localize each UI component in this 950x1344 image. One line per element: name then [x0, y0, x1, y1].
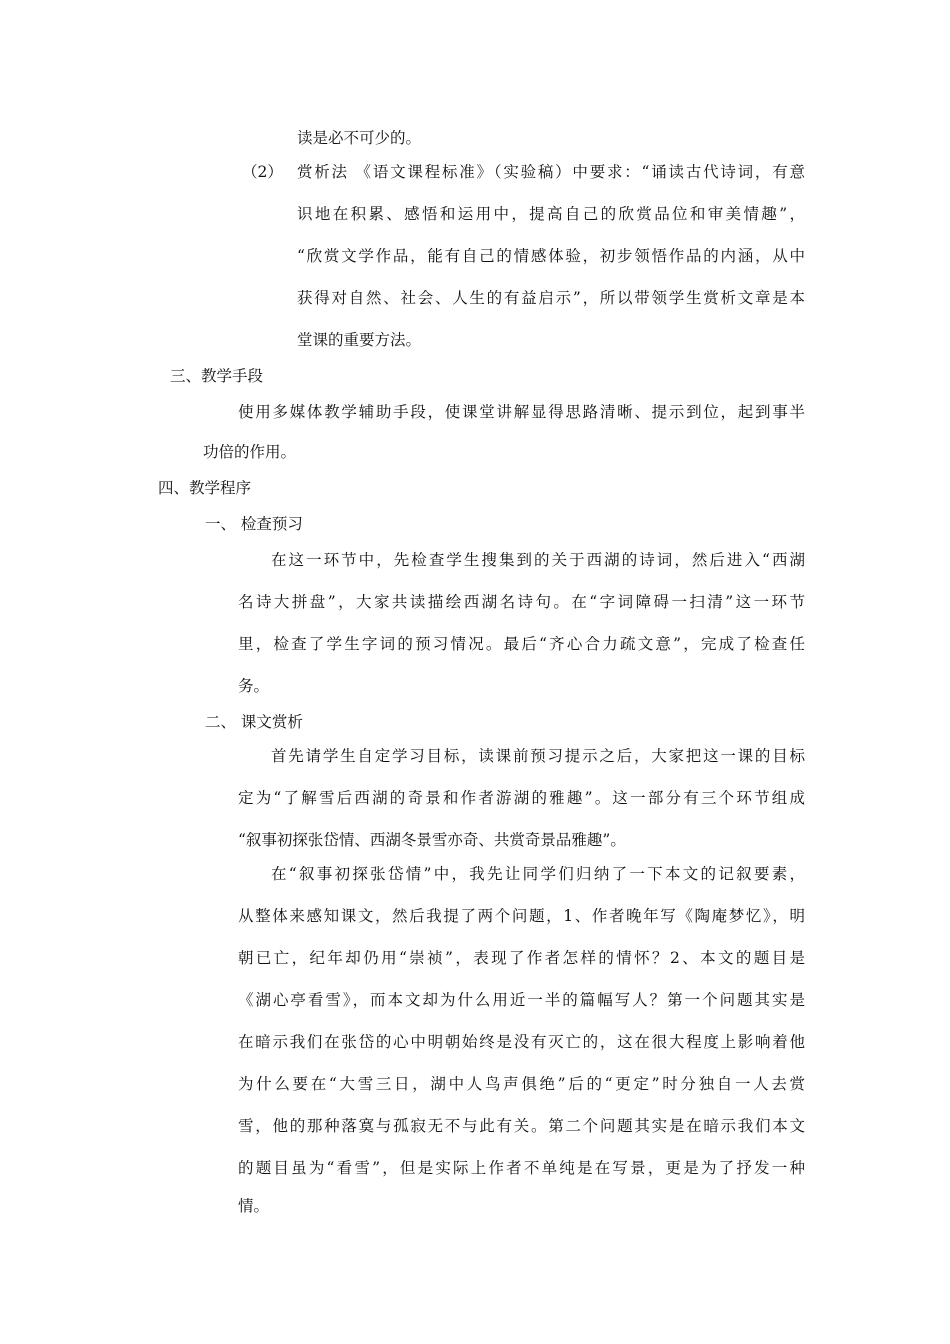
- sub2-para2-line-4: 《湖心亭看雪》，而本文却为什么用近一半的篇幅写人？第一个问题其实是: [238, 991, 805, 1009]
- sub2-para2-line-5: 在暗示我们在张岱的心中明朝始终是没有灭亡的，这在很大程度上影响着他: [238, 1033, 805, 1051]
- sub1-line-4: 务。: [238, 677, 270, 695]
- sub2-para1-line-1: 首先请学生自定学习目标，读课前预习提示之后，大家把这一课的目标: [271, 747, 805, 765]
- sub2-para2-line-8: 的题目虽为“看雪”，但是实际上作者不单纯是在写景，更是为了抒发一种: [238, 1159, 805, 1177]
- section-heading-teaching-means: 三、教学手段: [170, 367, 264, 385]
- sub2-para2-line-3: 朝已亡，纪年却仍用“崇祯”，表现了作者怎样的情怀？2、本文的题目是: [238, 949, 805, 967]
- sub1-line-2: 名诗大拼盘”，大家共读描绘西湖名诗句。在“字词障碍一扫清”这一环节: [238, 593, 805, 611]
- sub2-para2-line-6: 为什么要在“大雪三日，湖中人鸟声俱绝”后的“更定”时分独自一人去赏: [238, 1075, 805, 1093]
- sub1-line-1: 在这一环节中，先检查学生搜集到的关于西湖的诗词，然后进入“西湖: [271, 551, 805, 569]
- sub2-para2-line-9: 情。: [238, 1197, 270, 1215]
- prev-paragraph-tail: 读是必不可少的。: [297, 129, 422, 147]
- section-heading-teaching-procedure: 四、教学程序: [158, 479, 252, 497]
- subheading-text-appreciation: 二、 课文赏析: [205, 713, 303, 731]
- item2-line-1: 赏析法 《语文课程标准》（实验稿）中要求：“诵读古代诗词，有意: [297, 163, 805, 181]
- item2-line-5: 堂课的重要方法。: [297, 331, 422, 349]
- sub1-line-3: 里，检查了学生字词的预习情况。最后“齐心合力疏文意”，完成了检查任: [238, 635, 805, 653]
- item2-line-2: 识地在积累、感悟和运用中，提高自己的欣赏品位和审美情趣”，: [297, 205, 805, 223]
- subheading-check-preview: 一、 检查预习: [205, 515, 303, 533]
- sub2-para2-line-1: 在“叙事初探张岱情”中，我先让同学们归纳了一下本文的记叙要素，: [271, 865, 805, 883]
- section3-line-1: 使用多媒体教学辅助手段，使课堂讲解显得思路清晰、提示到位，起到事半: [238, 403, 805, 421]
- sub2-para1-line-2: 定为“了解雪后西湖的奇景和作者游湖的雅趣”。这一部分有三个环节组成: [238, 789, 805, 807]
- item2-line-4: 获得对自然、社会、人生的有益启示”，所以带领学生赏析文章是本: [297, 289, 805, 307]
- sub2-para2-line-7: 雪，他的那种落寞与孤寂无不与此有关。第二个问题其实是在暗示我们本文: [238, 1117, 805, 1135]
- sub2-para1-line-3: “叙事初探张岱情、西湖冬景雪亦奇、共赏奇景品雅趣”。: [238, 831, 626, 849]
- item2-line-3: “欣赏文学作品，能有自己的情感体验，初步领悟作品的内涵，从中: [297, 247, 805, 265]
- item-marker: （2）: [242, 163, 283, 181]
- section3-line-2: 功倍的作用。: [203, 443, 297, 461]
- sub2-para2-line-2: 从整体来感知课文，然后我提了两个问题，1、作者晚年写《陶庵梦忆》，明: [238, 907, 805, 925]
